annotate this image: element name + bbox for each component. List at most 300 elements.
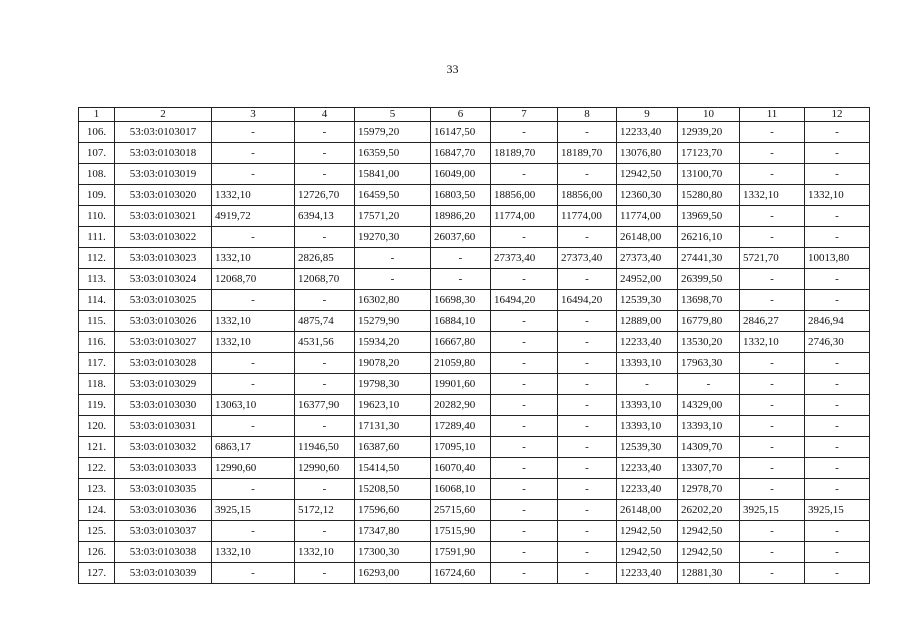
value-cell: 26202,20 bbox=[678, 500, 740, 521]
value-cell: 1332,10 bbox=[212, 248, 295, 269]
value-cell: - bbox=[212, 563, 295, 584]
value-cell: - bbox=[212, 521, 295, 542]
value-cell: - bbox=[740, 521, 805, 542]
value-cell: 16847,70 bbox=[431, 143, 491, 164]
value-cell: 12939,20 bbox=[678, 122, 740, 143]
value-cell: - bbox=[491, 563, 558, 584]
value-cell: 14309,70 bbox=[678, 437, 740, 458]
value-cell: - bbox=[212, 353, 295, 374]
value-cell: 16387,60 bbox=[355, 437, 431, 458]
table-row bbox=[79, 311, 870, 332]
value-cell: - bbox=[491, 479, 558, 500]
value-cell: - bbox=[558, 521, 617, 542]
value-cell: 13530,20 bbox=[678, 332, 740, 353]
value-cell: 16377,90 bbox=[295, 395, 355, 416]
value-cell: 27441,30 bbox=[678, 248, 740, 269]
value-cell: 27373,40 bbox=[491, 248, 558, 269]
value-cell: - bbox=[740, 122, 805, 143]
value-cell: 4919,72 bbox=[212, 206, 295, 227]
value-cell: 13393,10 bbox=[617, 395, 678, 416]
value-cell: 13698,70 bbox=[678, 290, 740, 311]
value-cell: 12881,30 bbox=[678, 563, 740, 584]
value-cell: - bbox=[805, 290, 870, 311]
table-row bbox=[79, 479, 870, 500]
value-cell: 18189,70 bbox=[558, 143, 617, 164]
value-cell: - bbox=[740, 437, 805, 458]
value-cell: - bbox=[491, 542, 558, 563]
data-table bbox=[78, 107, 870, 584]
value-cell: - bbox=[740, 164, 805, 185]
table-row bbox=[79, 521, 870, 542]
value-cell: - bbox=[212, 164, 295, 185]
cadastral-code-cell: 53:03:0103029 bbox=[115, 374, 212, 395]
table-row bbox=[79, 353, 870, 374]
value-cell: 6394,13 bbox=[295, 206, 355, 227]
value-cell: 1332,10 bbox=[295, 542, 355, 563]
value-cell: 11774,00 bbox=[558, 206, 617, 227]
value-cell: 5721,70 bbox=[740, 248, 805, 269]
cadastral-code-cell: 53:03:0103021 bbox=[115, 206, 212, 227]
cadastral-code-cell: 53:03:0103030 bbox=[115, 395, 212, 416]
value-cell: - bbox=[558, 500, 617, 521]
value-cell: - bbox=[740, 416, 805, 437]
value-cell: - bbox=[558, 353, 617, 374]
column-header: 5 bbox=[355, 108, 431, 122]
value-cell: - bbox=[558, 374, 617, 395]
value-cell: 17289,40 bbox=[431, 416, 491, 437]
value-cell: 16494,20 bbox=[558, 290, 617, 311]
value-cell: 5172,12 bbox=[295, 500, 355, 521]
row-number-cell: 123. bbox=[79, 479, 115, 500]
value-cell: - bbox=[355, 269, 431, 290]
value-cell: - bbox=[805, 164, 870, 185]
cadastral-code-cell: 53:03:0103020 bbox=[115, 185, 212, 206]
cadastral-code-cell: 53:03:0103024 bbox=[115, 269, 212, 290]
row-number-cell: 108. bbox=[79, 164, 115, 185]
row-number-cell: 114. bbox=[79, 290, 115, 311]
value-cell: 13393,10 bbox=[617, 353, 678, 374]
value-cell: - bbox=[491, 458, 558, 479]
value-cell: 16302,80 bbox=[355, 290, 431, 311]
value-cell: - bbox=[295, 563, 355, 584]
value-cell: 16049,00 bbox=[431, 164, 491, 185]
value-cell: 12360,30 bbox=[617, 185, 678, 206]
value-cell: - bbox=[558, 164, 617, 185]
value-cell: - bbox=[805, 353, 870, 374]
value-cell: - bbox=[805, 479, 870, 500]
value-cell: - bbox=[295, 353, 355, 374]
value-cell: 1332,10 bbox=[740, 332, 805, 353]
cadastral-code-cell: 53:03:0103017 bbox=[115, 122, 212, 143]
value-cell: 13076,80 bbox=[617, 143, 678, 164]
row-number-cell: 127. bbox=[79, 563, 115, 584]
value-cell: 19901,60 bbox=[431, 374, 491, 395]
value-cell: 12942,50 bbox=[617, 521, 678, 542]
table-row bbox=[79, 332, 870, 353]
cadastral-code-cell: 53:03:0103038 bbox=[115, 542, 212, 563]
row-number-cell: 124. bbox=[79, 500, 115, 521]
value-cell: 27373,40 bbox=[617, 248, 678, 269]
cadastral-code-cell: 53:03:0103032 bbox=[115, 437, 212, 458]
value-cell: 17300,30 bbox=[355, 542, 431, 563]
value-cell: 13307,70 bbox=[678, 458, 740, 479]
value-cell: 17571,20 bbox=[355, 206, 431, 227]
value-cell: - bbox=[805, 458, 870, 479]
row-number-cell: 121. bbox=[79, 437, 115, 458]
row-number-cell: 122. bbox=[79, 458, 115, 479]
value-cell: 1332,10 bbox=[212, 542, 295, 563]
value-cell: - bbox=[678, 374, 740, 395]
value-cell: 13393,10 bbox=[617, 416, 678, 437]
cadastral-code-cell: 53:03:0103025 bbox=[115, 290, 212, 311]
value-cell: - bbox=[740, 395, 805, 416]
value-cell: 19270,30 bbox=[355, 227, 431, 248]
row-number-cell: 120. bbox=[79, 416, 115, 437]
value-cell: 12726,70 bbox=[295, 185, 355, 206]
row-number-cell: 111. bbox=[79, 227, 115, 248]
value-cell: 16359,50 bbox=[355, 143, 431, 164]
value-cell: - bbox=[805, 437, 870, 458]
value-cell: 12233,40 bbox=[617, 563, 678, 584]
value-cell: - bbox=[295, 290, 355, 311]
value-cell: - bbox=[491, 416, 558, 437]
value-cell: 1332,10 bbox=[212, 332, 295, 353]
value-cell: - bbox=[805, 563, 870, 584]
value-cell: 15934,20 bbox=[355, 332, 431, 353]
value-cell: - bbox=[558, 437, 617, 458]
value-cell: 1332,10 bbox=[805, 185, 870, 206]
value-cell: 12990,60 bbox=[212, 458, 295, 479]
value-cell: 10013,80 bbox=[805, 248, 870, 269]
column-header: 1 bbox=[79, 108, 115, 122]
value-cell: 12233,40 bbox=[617, 122, 678, 143]
value-cell: - bbox=[491, 437, 558, 458]
value-cell: 15208,50 bbox=[355, 479, 431, 500]
row-number-cell: 112. bbox=[79, 248, 115, 269]
value-cell: 4875,74 bbox=[295, 311, 355, 332]
value-cell: 16724,60 bbox=[431, 563, 491, 584]
cadastral-code-cell: 53:03:0103039 bbox=[115, 563, 212, 584]
row-number-cell: 116. bbox=[79, 332, 115, 353]
table-row bbox=[79, 374, 870, 395]
value-cell: 16803,50 bbox=[431, 185, 491, 206]
value-cell: 26399,50 bbox=[678, 269, 740, 290]
column-header: 7 bbox=[491, 108, 558, 122]
table-row bbox=[79, 164, 870, 185]
row-number-cell: 126. bbox=[79, 542, 115, 563]
value-cell: 12233,40 bbox=[617, 479, 678, 500]
value-cell: - bbox=[212, 479, 295, 500]
value-cell: 2746,30 bbox=[805, 332, 870, 353]
value-cell: - bbox=[491, 521, 558, 542]
value-cell: 17095,10 bbox=[431, 437, 491, 458]
value-cell: 15280,80 bbox=[678, 185, 740, 206]
value-cell: 2826,85 bbox=[295, 248, 355, 269]
row-number-cell: 106. bbox=[79, 122, 115, 143]
value-cell: - bbox=[295, 374, 355, 395]
value-cell: 12539,30 bbox=[617, 437, 678, 458]
value-cell: 4531,56 bbox=[295, 332, 355, 353]
value-cell: 25715,60 bbox=[431, 500, 491, 521]
value-cell: - bbox=[740, 374, 805, 395]
value-cell: 12068,70 bbox=[295, 269, 355, 290]
value-cell: - bbox=[740, 269, 805, 290]
value-cell: 12889,00 bbox=[617, 311, 678, 332]
value-cell: 19078,20 bbox=[355, 353, 431, 374]
value-cell: 12942,50 bbox=[617, 542, 678, 563]
value-cell: 16070,40 bbox=[431, 458, 491, 479]
column-header: 4 bbox=[295, 108, 355, 122]
value-cell: - bbox=[295, 521, 355, 542]
value-cell: 21059,80 bbox=[431, 353, 491, 374]
value-cell: - bbox=[805, 269, 870, 290]
value-cell: - bbox=[491, 353, 558, 374]
table-body bbox=[79, 122, 870, 584]
value-cell: 3925,15 bbox=[740, 500, 805, 521]
value-cell: 12233,40 bbox=[617, 332, 678, 353]
value-cell: - bbox=[212, 290, 295, 311]
table-row bbox=[79, 143, 870, 164]
value-cell: - bbox=[491, 311, 558, 332]
cadastral-code-cell: 53:03:0103026 bbox=[115, 311, 212, 332]
value-cell: 3925,15 bbox=[805, 500, 870, 521]
value-cell: 12233,40 bbox=[617, 458, 678, 479]
value-cell: - bbox=[740, 143, 805, 164]
value-cell: - bbox=[805, 374, 870, 395]
value-cell: 26037,60 bbox=[431, 227, 491, 248]
value-cell: - bbox=[558, 311, 617, 332]
value-cell: - bbox=[558, 458, 617, 479]
value-cell: - bbox=[355, 248, 431, 269]
table-row bbox=[79, 416, 870, 437]
value-cell: - bbox=[491, 395, 558, 416]
value-cell: 17591,90 bbox=[431, 542, 491, 563]
value-cell: - bbox=[491, 269, 558, 290]
value-cell: 16293,00 bbox=[355, 563, 431, 584]
column-header: 10 bbox=[678, 108, 740, 122]
value-cell: 18856,00 bbox=[558, 185, 617, 206]
value-cell: - bbox=[491, 332, 558, 353]
value-cell: - bbox=[295, 143, 355, 164]
value-cell: 18189,70 bbox=[491, 143, 558, 164]
value-cell: 16147,50 bbox=[431, 122, 491, 143]
table-row bbox=[79, 542, 870, 563]
value-cell: 17963,30 bbox=[678, 353, 740, 374]
table-row bbox=[79, 227, 870, 248]
value-cell: - bbox=[740, 290, 805, 311]
value-cell: 11774,00 bbox=[491, 206, 558, 227]
cadastral-code-cell: 53:03:0103028 bbox=[115, 353, 212, 374]
value-cell: 14329,00 bbox=[678, 395, 740, 416]
value-cell: 2846,27 bbox=[740, 311, 805, 332]
value-cell: - bbox=[558, 269, 617, 290]
value-cell: 12539,30 bbox=[617, 290, 678, 311]
value-cell: 11774,00 bbox=[617, 206, 678, 227]
value-cell: - bbox=[295, 164, 355, 185]
value-cell: 19798,30 bbox=[355, 374, 431, 395]
value-cell: - bbox=[295, 227, 355, 248]
row-number-cell: 109. bbox=[79, 185, 115, 206]
column-header: 8 bbox=[558, 108, 617, 122]
cadastral-code-cell: 53:03:0103033 bbox=[115, 458, 212, 479]
value-cell: - bbox=[740, 206, 805, 227]
row-number-cell: 110. bbox=[79, 206, 115, 227]
value-cell: 18986,20 bbox=[431, 206, 491, 227]
value-cell: 13063,10 bbox=[212, 395, 295, 416]
cadastral-code-cell: 53:03:0103035 bbox=[115, 479, 212, 500]
value-cell: 26148,00 bbox=[617, 227, 678, 248]
value-cell: - bbox=[491, 164, 558, 185]
table-row bbox=[79, 269, 870, 290]
value-cell: - bbox=[740, 479, 805, 500]
value-cell: - bbox=[558, 122, 617, 143]
value-cell: 18856,00 bbox=[491, 185, 558, 206]
row-number-cell: 117. bbox=[79, 353, 115, 374]
table-row bbox=[79, 500, 870, 521]
column-header: 11 bbox=[740, 108, 805, 122]
value-cell: - bbox=[558, 227, 617, 248]
value-cell: 15279,90 bbox=[355, 311, 431, 332]
value-cell: - bbox=[805, 227, 870, 248]
value-cell: - bbox=[491, 227, 558, 248]
value-cell: 16068,10 bbox=[431, 479, 491, 500]
value-cell: 20282,90 bbox=[431, 395, 491, 416]
value-cell: 11946,50 bbox=[295, 437, 355, 458]
value-cell: 12068,70 bbox=[212, 269, 295, 290]
column-header: 9 bbox=[617, 108, 678, 122]
value-cell: 16779,80 bbox=[678, 311, 740, 332]
value-cell: - bbox=[558, 395, 617, 416]
value-cell: - bbox=[805, 542, 870, 563]
column-header: 12 bbox=[805, 108, 870, 122]
row-number-cell: 113. bbox=[79, 269, 115, 290]
cadastral-code-cell: 53:03:0103036 bbox=[115, 500, 212, 521]
value-cell: 3925,15 bbox=[212, 500, 295, 521]
table-row bbox=[79, 248, 870, 269]
value-cell: 12942,50 bbox=[617, 164, 678, 185]
value-cell: 26216,10 bbox=[678, 227, 740, 248]
header-row bbox=[79, 108, 870, 122]
value-cell: 26148,00 bbox=[617, 500, 678, 521]
cadastral-code-cell: 53:03:0103018 bbox=[115, 143, 212, 164]
value-cell: 15414,50 bbox=[355, 458, 431, 479]
cadastral-code-cell: 53:03:0103023 bbox=[115, 248, 212, 269]
cadastral-code-cell: 53:03:0103037 bbox=[115, 521, 212, 542]
table-row bbox=[79, 290, 870, 311]
value-cell: - bbox=[212, 227, 295, 248]
value-cell: - bbox=[805, 206, 870, 227]
value-cell: - bbox=[805, 143, 870, 164]
value-cell: 2846,94 bbox=[805, 311, 870, 332]
value-cell: - bbox=[212, 143, 295, 164]
row-number-cell: 125. bbox=[79, 521, 115, 542]
value-cell: - bbox=[295, 479, 355, 500]
cadastral-code-cell: 53:03:0103019 bbox=[115, 164, 212, 185]
value-cell: - bbox=[558, 563, 617, 584]
value-cell: 17347,80 bbox=[355, 521, 431, 542]
value-cell: - bbox=[740, 227, 805, 248]
table-row bbox=[79, 563, 870, 584]
column-header: 2 bbox=[115, 108, 212, 122]
value-cell: - bbox=[558, 332, 617, 353]
value-cell: 13393,10 bbox=[678, 416, 740, 437]
value-cell: - bbox=[212, 374, 295, 395]
value-cell: - bbox=[740, 542, 805, 563]
value-cell: 17515,90 bbox=[431, 521, 491, 542]
value-cell: 16459,50 bbox=[355, 185, 431, 206]
value-cell: - bbox=[740, 353, 805, 374]
table-row bbox=[79, 395, 870, 416]
value-cell: 6863,17 bbox=[212, 437, 295, 458]
table-row bbox=[79, 122, 870, 143]
value-cell: 12978,70 bbox=[678, 479, 740, 500]
value-cell: - bbox=[558, 479, 617, 500]
row-number-cell: 115. bbox=[79, 311, 115, 332]
table-row bbox=[79, 206, 870, 227]
value-cell: - bbox=[805, 521, 870, 542]
value-cell: - bbox=[212, 122, 295, 143]
row-number-cell: 119. bbox=[79, 395, 115, 416]
value-cell: 16698,30 bbox=[431, 290, 491, 311]
cadastral-code-cell: 53:03:0103022 bbox=[115, 227, 212, 248]
value-cell: - bbox=[491, 374, 558, 395]
value-cell: - bbox=[295, 416, 355, 437]
value-cell: 1332,10 bbox=[212, 185, 295, 206]
value-cell: 16884,10 bbox=[431, 311, 491, 332]
value-cell: - bbox=[740, 563, 805, 584]
table-row bbox=[79, 185, 870, 206]
value-cell: - bbox=[431, 248, 491, 269]
value-cell: - bbox=[558, 542, 617, 563]
value-cell: 27373,40 bbox=[558, 248, 617, 269]
column-header: 6 bbox=[431, 108, 491, 122]
table-row bbox=[79, 458, 870, 479]
value-cell: - bbox=[617, 374, 678, 395]
column-header: 3 bbox=[212, 108, 295, 122]
value-cell: - bbox=[805, 122, 870, 143]
value-cell: - bbox=[805, 416, 870, 437]
value-cell: 15841,00 bbox=[355, 164, 431, 185]
value-cell: 16494,20 bbox=[491, 290, 558, 311]
value-cell: 15979,20 bbox=[355, 122, 431, 143]
cadastral-code-cell: 53:03:0103031 bbox=[115, 416, 212, 437]
value-cell: 24952,00 bbox=[617, 269, 678, 290]
value-cell: 16667,80 bbox=[431, 332, 491, 353]
cadastral-code-cell: 53:03:0103027 bbox=[115, 332, 212, 353]
value-cell: 19623,10 bbox=[355, 395, 431, 416]
value-cell: 12942,50 bbox=[678, 542, 740, 563]
page-number: 33 bbox=[446, 62, 459, 76]
table-row bbox=[79, 437, 870, 458]
value-cell: 1332,10 bbox=[212, 311, 295, 332]
value-cell: 13100,70 bbox=[678, 164, 740, 185]
value-cell: 12942,50 bbox=[678, 521, 740, 542]
value-cell: - bbox=[740, 458, 805, 479]
value-cell: - bbox=[558, 416, 617, 437]
value-cell: - bbox=[431, 269, 491, 290]
value-cell: 17596,60 bbox=[355, 500, 431, 521]
value-cell: 17123,70 bbox=[678, 143, 740, 164]
value-cell: 13969,50 bbox=[678, 206, 740, 227]
row-number-cell: 107. bbox=[79, 143, 115, 164]
value-cell: - bbox=[491, 122, 558, 143]
value-cell: - bbox=[212, 416, 295, 437]
value-cell: - bbox=[295, 122, 355, 143]
value-cell: 1332,10 bbox=[740, 185, 805, 206]
row-number-cell: 118. bbox=[79, 374, 115, 395]
value-cell: - bbox=[805, 395, 870, 416]
value-cell: - bbox=[491, 500, 558, 521]
